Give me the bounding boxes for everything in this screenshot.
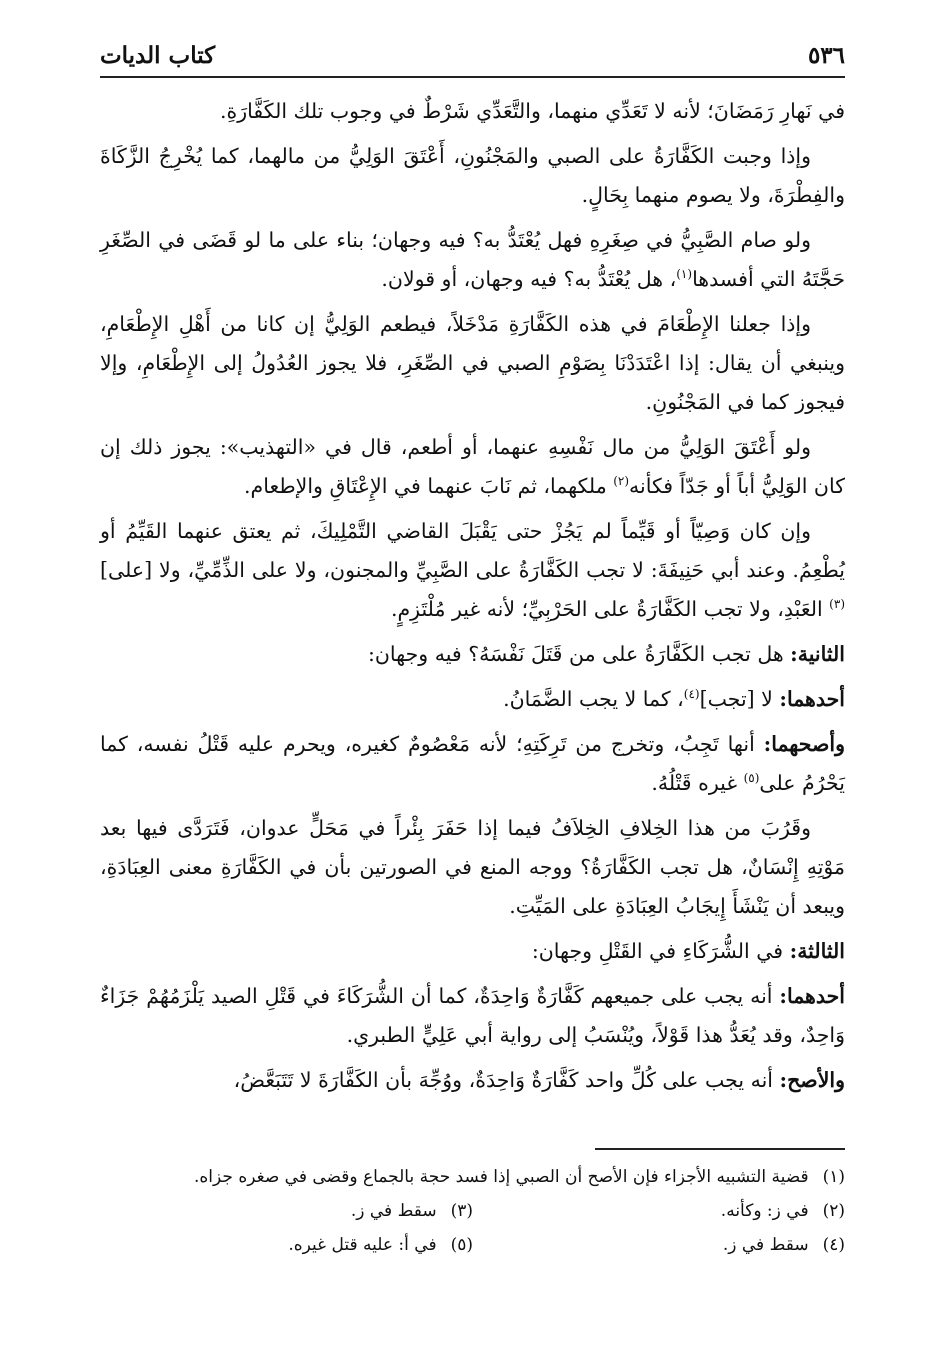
footnotes: [100, 1160, 845, 1262]
paragraph-text: أنه يجب على جميعهم كَفَّارَةٌ وَاحِدَةٌ، كما أن الشُّرَكَاءَ في قَتْلِ الصيد يَلْزَمُهُمْ جَزَاءٌ وَاحِدٌ، وقد يُعَدُّ هذا قَوْلاً، ويُنْسَبُ إلى رواية أبي عَلِيٍّ الطبري.: [100, 984, 845, 1047]
footnote-text: سقط في ز.: [722, 1235, 809, 1255]
paragraph-3: [100, 221, 845, 299]
paragraph-lead: أحدهما:: [779, 687, 845, 711]
footnote-ref-5: (٥): [743, 771, 760, 786]
paragraph-1: [100, 92, 845, 131]
footnote-ref-2: (٢): [613, 474, 630, 489]
paragraph-6: [100, 512, 845, 629]
footnote-1: [194, 1160, 845, 1194]
paragraph-text: لا [تجب]: [699, 687, 780, 711]
paragraph-text: وإن كان وَصِيّاً أو قَيِّماً لم يَجُزْ حتى يَقْبَلَ القاضي التَّمْلِيكَ، ثم يعتق عنهما القَيِّمُ أو يُطْعِمُ. وعند أبي حَنِيفَةَ: لا تجب الكَفَّارَةُ على الصَّبِيِّ والمجنون، ولا على الذِّمِّيِّ، ولا [على]: [100, 519, 845, 582]
paragraph-text: وقَرُبَ من هذا الخِلافِ الخِلاَفُ فيما إذا حَفَرَ بِئْراً في مَحَلٍّ عدوان، فَتَرَدَّى فيها بعد مَوْتِهِ إِنْسَانٌ، هل تجب الكَفَّارَةُ؟ ووجه المنع في الصورتين بأن في الكَفَّارَةِ معنى العِبَادَةِ، ويبعد أن يَنْشَأَ إِيجَابُ العِبَادَةِ على المَيِّتِ.: [100, 816, 845, 918]
paragraph-5: [100, 428, 845, 506]
footnote-ref-3: (٣): [829, 597, 845, 612]
paragraph-text: ولو أَعْتَقَ الوَلِيُّ من مال نَفْسِهِ عنهما، أو أطعم، قال في «التهذيب»: يجوز ذلك إن كان الوَلِيُّ أباً أو جَدّاً فكأنه: [100, 435, 845, 498]
paragraph-4: [100, 305, 845, 422]
footnote-ref-4: (٤): [683, 687, 700, 702]
paragraph-2: [100, 137, 845, 215]
paragraph-8: [100, 680, 845, 719]
paragraph-text-tail: غيره قَتْلُهُ.: [651, 771, 744, 795]
paragraph-text-tail: ملكهما، ثم نَابَ عنهما في الإِعْتَاقِ والإطعام.: [243, 474, 614, 498]
paragraph-lead: أحدهما:: [779, 984, 845, 1008]
footnote-5: [101, 1228, 473, 1262]
paragraph-12: [100, 977, 845, 1055]
paragraph-text: في الشُّرَكَاءِ في القَتْلِ وجهان:: [531, 939, 790, 963]
paragraph-text: في نَهارِ رَمَضَانَ؛ لأنه لا تَعَدِّي منهما، والتَّعَدِّي شَرْطٌ في وجوب تلك الكَفَّارَةِ.: [220, 99, 845, 123]
paragraph-text-tail: ، كما لا يجب الضَّمَانُ.: [503, 687, 684, 711]
footnote-ref-1: (١): [676, 267, 693, 282]
paragraph-11: [100, 932, 845, 971]
paragraph-text: ولو صام الصَّبِيُّ في صِغَرِهِ فهل يُعْتَدُّ به؟ فيه وجهان؛ بناء على ما لو قَضَى في الصِّغَرِ حَجَّتَهُ التي أفسدها: [100, 228, 845, 291]
paragraph-text: أنه يجب على كُلِّ واحد كَفَّارَةٌ وَاحِدَةٌ، ووُجِّهَ بأن الكَفَّارَةَ لا تَتَبَعَّضُ،: [233, 1068, 780, 1092]
footnote-2: [473, 1194, 845, 1228]
footnote-text: في ز: وكأنه.: [720, 1201, 809, 1221]
paragraph-lead: والأصح:: [779, 1068, 845, 1092]
footnote-row-2: [100, 1194, 845, 1228]
paragraph-text: وإذا جعلنا الإِطْعَامَ في هذه الكَفَّارَةِ مَدْخَلاً، فيطعم الوَلِيُّ إن كانا من أَهْلِ الإِطْعَامِ، وينبغي أن يقال: إذا اعْتَدَدْنَا بِصَوْمِ الصبي في الصِّغَرِ، فلا يجوز العُدُولُ إلى الإِطْعَامِ، وإلا فيجوز كما في المَجْنُونِ.: [100, 312, 845, 414]
paragraph-text-tail: العَبْدِ، ولا تجب الكَفَّارَةُ على الحَرْبِيِّ؛ لأنه غير مُلْتَزِمٍ.: [390, 597, 830, 621]
paragraph-10: [100, 809, 845, 926]
paragraph-lead: الثالثة:: [789, 939, 845, 963]
footnote-mark: (٣): [450, 1201, 473, 1221]
footnote-mark: (١): [822, 1167, 845, 1187]
paragraph-text: أنها تَجِبُ، وتخرج من تَرِكَتِهِ؛ لأنه مَعْصُومٌ كغيره، ويحرم عليه قَتْلُ نفسه، كما يَحْرُمُ على: [100, 732, 845, 795]
footnote-mark: (٥): [450, 1235, 473, 1255]
footnote-divider: [595, 1148, 845, 1150]
paragraph-9: [100, 725, 845, 803]
footnote-row-3: [100, 1228, 845, 1262]
footnote-3: [101, 1194, 473, 1228]
paragraph-lead: الثانية:: [790, 642, 845, 666]
paragraph-13: [100, 1061, 845, 1100]
footnote-mark: (٤): [822, 1235, 845, 1255]
page-header: [100, 40, 845, 78]
footnote-text: سقط في ز.: [350, 1201, 437, 1221]
paragraph-7: [100, 635, 845, 674]
main-text: [100, 92, 845, 1100]
running-title: كتاب الديات: [100, 42, 216, 69]
footnote-row-1: [100, 1160, 845, 1194]
page-number: ٥٣٦: [807, 42, 845, 69]
paragraph-text: وإذا وجبت الكَفَّارَةُ على الصبي والمَجْنُونِ، أَعْتَقَ الوَلِيُّ من مالهما، كما يُخْرِجُ الزَّكَاةَ والفِطْرَةَ، ولا يصوم منهما بِحَالٍ.: [100, 144, 845, 207]
paragraph-text: هل تجب الكَفَّارَةُ على من قَتَلَ نَفْسَهُ؟ فيه وجهان:: [367, 642, 791, 666]
footnote-text: في أ: عليه قتل غيره.: [288, 1235, 437, 1255]
footnote-text: قضية التشبيه الأجزاء فإن الأصح أن الصبي إذا فسد حجة بالجماع وقضى في صغره جزاه.: [194, 1167, 809, 1187]
paragraph-text-tail: ، هل يُعْتَدُّ به؟ فيه وجهان، أو قولان.: [381, 267, 677, 291]
footnote-mark: (٢): [822, 1201, 845, 1221]
paragraph-lead: وأصحهما:: [763, 732, 845, 756]
footnote-4: [473, 1228, 845, 1262]
